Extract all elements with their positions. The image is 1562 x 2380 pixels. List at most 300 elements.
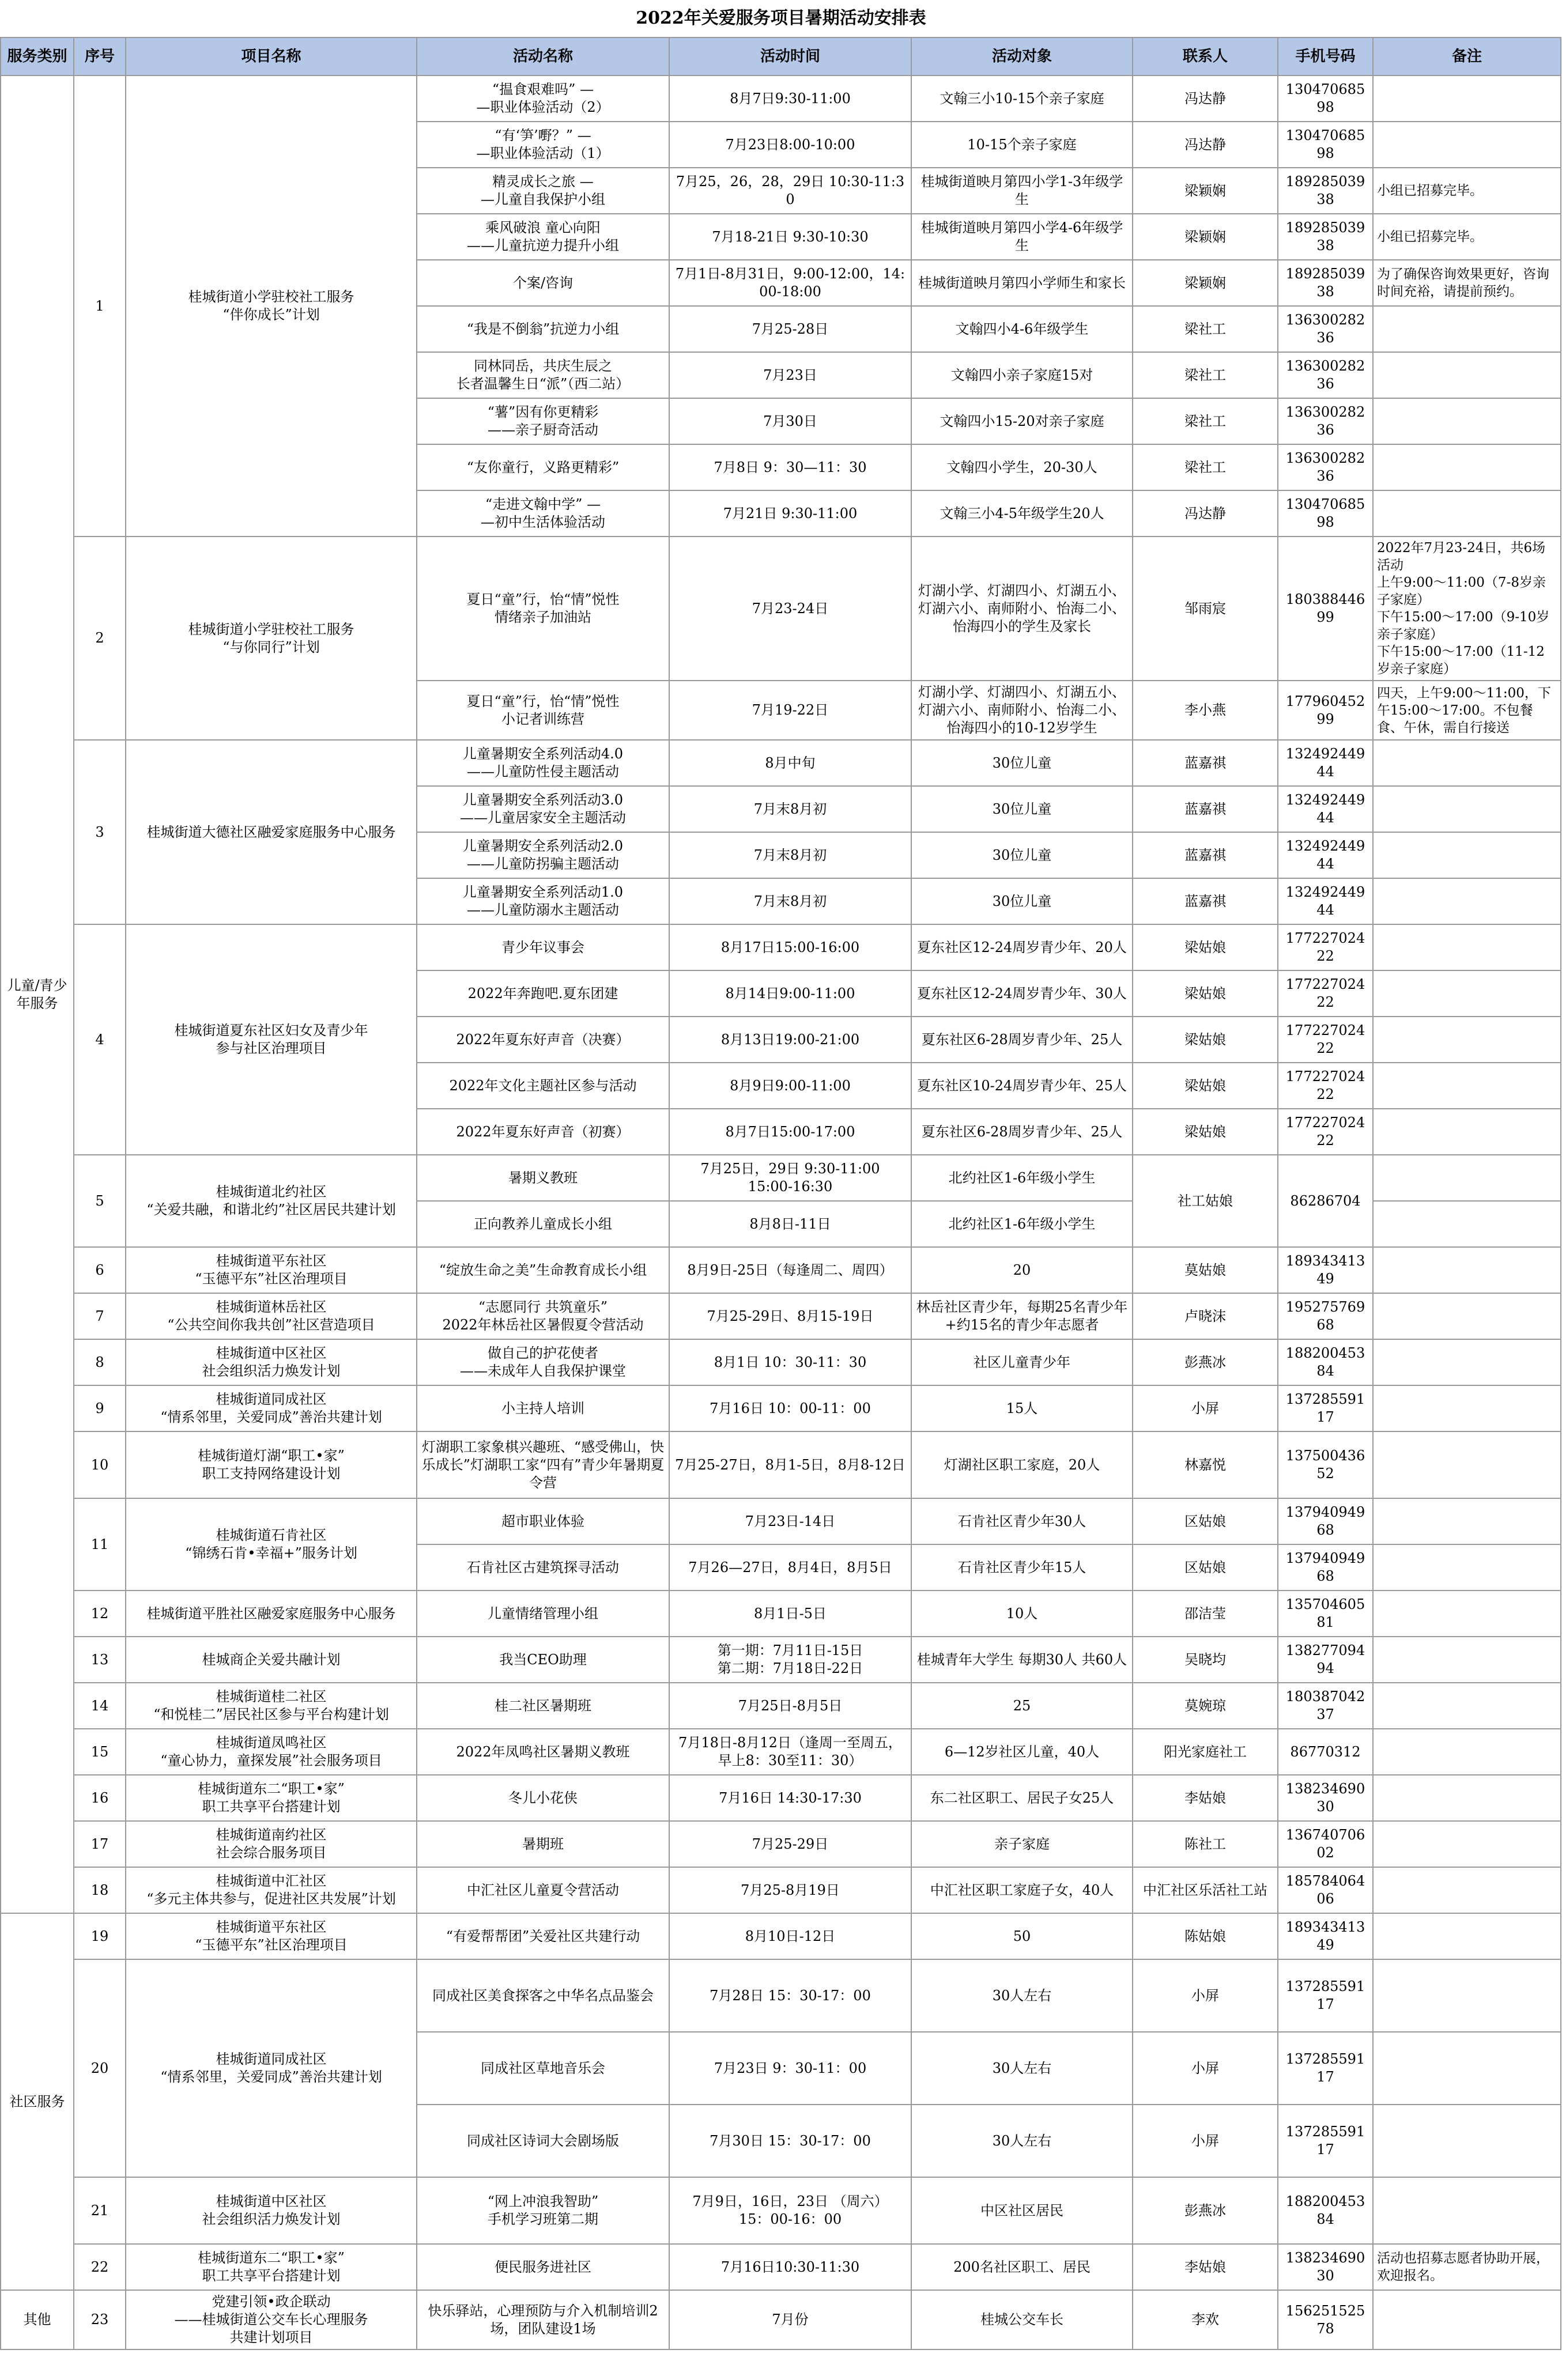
category-cell: 社区服务 [1,1913,74,2290]
activity-target: 文翰四小亲子家庭15对 [911,352,1133,398]
category-cell: 其他 [1,2290,74,2349]
phone-number: 17722702422 [1278,1017,1373,1063]
activity-name: “绽放生命之美”生命教育成长小组 [417,1247,669,1293]
activity-name: 儿童暑期安全系列活动2.0 ——儿童防拐骗主题活动 [417,832,669,878]
remark [1373,970,1561,1017]
contact-person: 林嘉悦 [1133,1431,1278,1498]
table-row [1,1637,1561,1683]
activity-time: 7月23日8:00-10:00 [669,122,911,168]
project-name: 桂城街道北约社区 “关爱共融，和谐北约”社区居民共建计划 [126,1155,417,1247]
activity-name: 暑期义教班 [417,1155,669,1201]
remark [1373,878,1561,924]
remark [1373,1821,1561,1867]
activity-name: 小主持人培训 [417,1385,669,1431]
activity-target: 文翰四小15-20对亲子家庭 [911,398,1133,444]
project-name: 桂城街道东二“职工•家” 职工共享平台搭建计划 [126,2244,417,2290]
activity-target: 石肯社区青少年15人 [911,1544,1133,1591]
table-row [1,1247,1561,1293]
activity-name: “揾食艰难吗” — —职业体验活动（2） [417,75,669,122]
activity-target: 亲子家庭 [911,1821,1133,1867]
contact-person: 冯达静 [1133,75,1278,122]
activity-name: 儿童暑期安全系列活动1.0 ——儿童防溺水主题活动 [417,878,669,924]
activity-name: “有爱帮帮团”关爱社区共建行动 [417,1913,669,1959]
project-name: 桂城商企关爱共融计划 [126,1637,417,1683]
activity-target: 30人左右 [911,1959,1133,2032]
col-header-activity: 活动名称 [417,37,669,75]
contact-person: 莫婉琼 [1133,1683,1278,1729]
activity-target: 灯湖社区职工家庭，20人 [911,1431,1133,1498]
activity-name: 做自己的护花使者 ——未成年人自我保护课堂 [417,1339,669,1385]
phone-number: 13827709494 [1278,1637,1373,1683]
phone-number: 13630028236 [1278,444,1373,490]
activity-name: 便民服务进社区 [417,2244,669,2290]
activity-name: 我当CEO助理 [417,1637,669,1683]
activity-target: 10-15个亲子家庭 [911,122,1133,168]
remark [1373,740,1561,786]
activity-name: 精灵成长之旅 — —儿童自我保护小组 [417,168,669,214]
phone-number: 13794094968 [1278,1544,1373,1591]
activity-target: 中区社区居民 [911,2177,1133,2244]
project-name: 桂城街道同成社区 “情系邻里，关爱同成”善治共建计划 [126,1385,417,1431]
activity-name: 快乐驿站，心理预防与介入机制培训2场，团队建设1场 [417,2290,669,2349]
activity-time: 7月1日-8月31日，9:00-12:00，14:00-18:00 [669,260,911,306]
activity-name: 2022年夏东好声音（决赛） [417,1017,669,1063]
remark [1373,1867,1561,1913]
project-name: 桂城街道中区社区 社会组织活力焕发计划 [126,2177,417,2244]
remark [1373,1775,1561,1821]
contact-person: 阳光家庭社工 [1133,1729,1278,1775]
activity-target: 30位儿童 [911,832,1133,878]
activity-time: 7月25-29日、8月15-19日 [669,1293,911,1339]
table-row [1,2290,1561,2349]
activity-time: 7月23日 9：30-11：00 [669,2032,911,2105]
table-row [1,75,1561,122]
remark [1373,490,1561,537]
activity-target: 30位儿童 [911,878,1133,924]
table-row [1,1959,1561,2032]
activity-target: 东二社区职工、居民子女25人 [911,1775,1133,1821]
phone-number: 13249244944 [1278,786,1373,832]
activity-name: 儿童暑期安全系列活动4.0 ——儿童防性侵主题活动 [417,740,669,786]
table-row [1,1729,1561,1775]
contact-person: 冯达静 [1133,122,1278,168]
table-row [1,1155,1561,1201]
remark: 四天，上午9:00～11:00，下午15:00～17:00。不包餐食、午休，需自行接送 [1373,681,1561,740]
activity-time: 8月17日15:00-16:00 [669,924,911,970]
activity-name: “网上冲浪我智助” 手机学习班第二期 [417,2177,669,2244]
table-row [1,1498,1561,1544]
project-name: 桂城街道林岳社区 “公共空间你我共创”社区营造项目 [126,1293,417,1339]
activity-time: 7月18-21日 9:30-10:30 [669,214,911,260]
phone-number: 13630028236 [1278,306,1373,352]
contact-person: 李姑娘 [1133,1775,1278,1821]
activity-target: 50 [911,1913,1133,1959]
col-header-contact: 联系人 [1133,37,1278,75]
project-number: 12 [74,1591,126,1637]
project-number: 6 [74,1247,126,1293]
col-header-phone: 手机号码 [1278,37,1373,75]
remark [1373,1201,1561,1247]
remark [1373,1683,1561,1729]
activity-name: 桂二社区暑期班 [417,1683,669,1729]
activity-target: 桂城街道映月第四小学1-3年级学生 [911,168,1133,214]
phone-number: 13249244944 [1278,878,1373,924]
activity-name: 同成社区诗词大会剧场版 [417,2105,669,2177]
table-row [1,1867,1561,1913]
phone-number: 13750043652 [1278,1431,1373,1498]
activity-name: 儿童暑期安全系列活动3.0 ——儿童居家安全主题活动 [417,786,669,832]
phone-number: 13047068598 [1278,75,1373,122]
phone-number: 17722702422 [1278,924,1373,970]
activity-time: 7月25-28日 [669,306,911,352]
activity-target: 夏东社区6-28周岁青少年、25人 [911,1017,1133,1063]
project-number: 7 [74,1293,126,1339]
table-row [1,1913,1561,1959]
project-number: 13 [74,1637,126,1683]
activity-name: 2022年文化主题社区参与活动 [417,1063,669,1109]
contact-person: 梁姑娘 [1133,970,1278,1017]
phone-number: 13794094968 [1278,1498,1373,1544]
phone-number: 18928503938 [1278,168,1373,214]
project-number: 3 [74,740,126,924]
page-title: 2022年关爱服务项目暑期活动安排表 [636,8,926,28]
remark [1373,1913,1561,1959]
contact-person: 梁颖娴 [1133,168,1278,214]
table-row [1,924,1561,970]
activity-time: 8月9日9:00-11:00 [669,1063,911,1109]
phone-number: 13570460581 [1278,1591,1373,1637]
table-row [1,1591,1561,1637]
contact-person: 区姑娘 [1133,1544,1278,1591]
project-number: 8 [74,1339,126,1385]
contact-person: 蓝嘉祺 [1133,740,1278,786]
phone-number: 13047068598 [1278,122,1373,168]
remark [1373,786,1561,832]
activity-target: 文翰三小10-15个亲子家庭 [911,75,1133,122]
activity-target: 30位儿童 [911,786,1133,832]
activity-name: 2022年凤鸣社区暑期义教班 [417,1729,669,1775]
activity-target: 文翰四小学生，20-30人 [911,444,1133,490]
activity-time: 7月16日 10：00-11：00 [669,1385,911,1431]
contact-person: 卢晓沫 [1133,1293,1278,1339]
activity-name: 超市职业体验 [417,1498,669,1544]
col-header-time: 活动时间 [669,37,911,75]
activity-target: 夏东社区6-28周岁青少年、25人 [911,1109,1133,1155]
table-row [1,1339,1561,1385]
activity-time: 第一期：7月11日-15日 第二期：7月18日-22日 [669,1637,911,1683]
contact-person: 蓝嘉祺 [1133,786,1278,832]
phone-number: 18820045384 [1278,1339,1373,1385]
activity-target: 桂城青年大学生 每期30人 共60人 [911,1637,1133,1683]
contact-person: 彭燕冰 [1133,2177,1278,2244]
activity-time: 8月14日9:00-11:00 [669,970,911,1017]
contact-person: 李小燕 [1133,681,1278,740]
activity-target: 林岳社区青少年，每期25名青少年+约15名的青少年志愿者 [911,1293,1133,1339]
table-row [1,1431,1561,1498]
activity-name: 乘风破浪 童心向阳 ——儿童抗逆力提升小组 [417,214,669,260]
project-name: 桂城街道大德社区融爱家庭服务中心服务 [126,740,417,924]
contact-person: 小屏 [1133,2032,1278,2105]
project-number: 11 [74,1498,126,1591]
remark [1373,1729,1561,1775]
project-number: 15 [74,1729,126,1775]
contact-person: 蓝嘉祺 [1133,832,1278,878]
phone-number: 15625152578 [1278,2290,1373,2349]
remark [1373,352,1561,398]
phone-number: 13728559117 [1278,2032,1373,2105]
activity-target: 灯湖小学、灯湖四小、灯湖五小、灯湖六小、南师附小、怡海二小、怡海四小的10-12岁学生 [911,681,1133,740]
project-name: 桂城街道中汇社区 “多元主体共参与，促进社区共发展”计划 [126,1867,417,1913]
phone-number: 17722702422 [1278,970,1373,1017]
activity-time: 8月8日-11日 [669,1201,911,1247]
project-number: 4 [74,924,126,1155]
activity-name: 同成社区美食探客之中华名点品鉴会 [417,1959,669,2032]
project-number: 22 [74,2244,126,2290]
contact-person: 梁姑娘 [1133,1063,1278,1109]
project-name: 桂城街道小学驻校社工服务 “与你同行”计划 [126,537,417,740]
activity-name: 同成社区草地音乐会 [417,2032,669,2105]
phone-number: 18820045384 [1278,2177,1373,2244]
contact-person: 李欢 [1133,2290,1278,2349]
remark [1373,1017,1561,1063]
activity-target: 灯湖小学、灯湖四小、灯湖五小、灯湖六小、南师附小、怡海二小、怡海四小的学生及家长 [911,537,1133,681]
activity-target: 桂城街道映月第四小学师生和家长 [911,260,1133,306]
table-row [1,1385,1561,1431]
activity-name: 夏日“童”行，怡“情”悦性 小记者训练营 [417,681,669,740]
remark [1373,832,1561,878]
activity-name: 冬儿小花侠 [417,1775,669,1821]
activity-name: 个案/咨询 [417,260,669,306]
contact-person: 蓝嘉祺 [1133,878,1278,924]
activity-target: 25 [911,1683,1133,1729]
activity-target: 200名社区职工、居民 [911,2244,1133,2290]
activity-name: 2022年夏东好声音（初赛） [417,1109,669,1155]
activity-time: 8月7日9:30-11:00 [669,75,911,122]
activity-time: 7月16日10:30-11:30 [669,2244,911,2290]
contact-person: 社工姑娘 [1133,1155,1278,1247]
activity-target: 20 [911,1247,1133,1293]
project-name: 党建引领•政企联动 ——桂城街道公交车长心理服务 共建计划项目 [126,2290,417,2349]
remark [1373,2290,1561,2349]
activity-time: 7月26—27日，8月4日，8月5日 [669,1544,911,1591]
activity-time: 7月25日，29日 9:30-11:00 15:00-16:30 [669,1155,911,1201]
activity-time: 7月16日 14:30-17:30 [669,1775,911,1821]
activity-name: 暑期班 [417,1821,669,1867]
activity-target: 中汇社区职工家庭子女，40人 [911,1867,1133,1913]
phone-number: 13047068598 [1278,490,1373,537]
remark: 2022年7月23-24日，共6场活动 上午9:00～11:00（7-8岁亲子家庭） 下午15:00～17:00（9-10岁亲子家庭） 下午15:00～17:00（11-12岁亲子家庭） [1373,537,1561,681]
project-number: 2 [74,537,126,740]
activity-time: 7月9日，16日，23日 （周六） 15：00-16：00 [669,2177,911,2244]
activity-time: 8月9日-25日（每逢周二、周四） [669,1247,911,1293]
project-number: 17 [74,1821,126,1867]
phone-number: 13823469030 [1278,1775,1373,1821]
activity-target: 6—12岁社区儿童，40人 [911,1729,1133,1775]
project-name: 桂城街道灯湖“职工•家” 职工支持网络建设计划 [126,1431,417,1498]
activity-target: 夏东社区12-24周岁青少年、30人 [911,970,1133,1017]
remark [1373,2105,1561,2177]
activity-target: 桂城公交车长 [911,2290,1133,2349]
activity-target: 文翰三小4-5年级学生20人 [911,490,1133,537]
activity-time: 8月7日15:00-17:00 [669,1109,911,1155]
project-number: 9 [74,1385,126,1431]
contact-person: 梁社工 [1133,352,1278,398]
remark [1373,924,1561,970]
activity-name: 灯湖职工家象棋兴趣班、“感受佛山，快乐成长”灯湖职工家“四有”青少年暑期夏令营 [417,1431,669,1498]
project-name: 桂城街道凤鸣社区 “童心协力，童探发展”社会服务项目 [126,1729,417,1775]
activity-time: 8月1日 10：30-11：30 [669,1339,911,1385]
contact-person: 区姑娘 [1133,1498,1278,1544]
activity-target: 北约社区1-6年级小学生 [911,1201,1133,1247]
remark [1373,398,1561,444]
contact-person: 梁姑娘 [1133,1109,1278,1155]
table-row [1,1775,1561,1821]
contact-person: 陈社工 [1133,1821,1278,1867]
activity-time: 7月末8月初 [669,878,911,924]
remark [1373,1385,1561,1431]
remark [1373,444,1561,490]
table-row [1,1821,1561,1867]
phone-number: 13630028236 [1278,352,1373,398]
project-name: 桂城街道小学驻校社工服务 “伴你成长”计划 [126,75,417,537]
activity-target: 30人左右 [911,2032,1133,2105]
activity-name: 夏日“童”行，怡“情”悦性 情绪亲子加油站 [417,537,669,681]
contact-person: 梁颖娴 [1133,214,1278,260]
activity-name: 儿童情绪管理小组 [417,1591,669,1637]
contact-person: 梁社工 [1133,398,1278,444]
contact-person: 梁姑娘 [1133,1017,1278,1063]
activity-target: 15人 [911,1385,1133,1431]
contact-person: 莫姑娘 [1133,1247,1278,1293]
phone-number: 13249244944 [1278,740,1373,786]
activity-time: 7月25，26，28，29日 10:30-11:30 [669,168,911,214]
category-cell: 儿童/青少年服务 [1,75,74,1913]
activity-time: 8月10日-12日 [669,1913,911,1959]
phone-number: 17796045299 [1278,681,1373,740]
remark: 为了确保咨询效果更好，咨询时间充裕，请提前预约。 [1373,260,1561,306]
activity-target: 夏东社区12-24周岁青少年、20人 [911,924,1133,970]
activity-target: 桂城街道映月第四小学4-6年级学生 [911,214,1133,260]
header-row [1,37,1561,75]
activity-time: 7月末8月初 [669,832,911,878]
phone-number: 19527576968 [1278,1293,1373,1339]
col-header-category: 服务类别 [1,37,74,75]
remark [1373,122,1561,168]
activity-time: 8月1日-5日 [669,1591,911,1637]
activity-time: 8月中旬 [669,740,911,786]
activity-name: “薯”因有你更精彩 ——亲子厨奇活动 [417,398,669,444]
contact-person: 梁姑娘 [1133,924,1278,970]
project-name: 桂城街道同成社区 “情系邻里，关爱同成”善治共建计划 [126,1959,417,2177]
remark: 小组已招募完毕。 [1373,214,1561,260]
remark [1373,1959,1561,2032]
table-row [1,1683,1561,1729]
remark [1373,1591,1561,1637]
phone-number: 86286704 [1278,1155,1373,1247]
phone-number: 18934341349 [1278,1913,1373,1959]
activity-time: 7月23日-14日 [669,1498,911,1544]
activity-target: 北约社区1-6年级小学生 [911,1155,1133,1201]
contact-person: 邹雨宸 [1133,537,1278,681]
activity-time: 7月30日 [669,398,911,444]
remark [1373,1544,1561,1591]
project-number: 14 [74,1683,126,1729]
activity-name: “走进文翰中学” — —初中生活体验活动 [417,490,669,537]
col-header-no: 序号 [74,37,126,75]
remark: 小组已招募完毕。 [1373,168,1561,214]
activity-time: 7月25-29日 [669,1821,911,1867]
project-number: 23 [74,2290,126,2349]
activity-name: “有‘笋’嘢？” — —职业体验活动（1） [417,122,669,168]
phone-number: 17722702422 [1278,1109,1373,1155]
remark [1373,306,1561,352]
activity-time: 7月25日-8月5日 [669,1683,911,1729]
contact-person: 梁社工 [1133,306,1278,352]
project-name: 桂城街道中区社区 社会组织活力焕发计划 [126,1339,417,1385]
activity-name: “我是不倒翁”抗逆力小组 [417,306,669,352]
phone-number: 13674070602 [1278,1821,1373,1867]
contact-person: 彭燕冰 [1133,1339,1278,1385]
remark [1373,1109,1561,1155]
remark [1373,2177,1561,2244]
project-name: 桂城街道石肯社区 “锦绣石肯•幸福+”服务计划 [126,1498,417,1591]
phone-number: 18038844699 [1278,537,1373,681]
activity-name: 青少年议事会 [417,924,669,970]
activity-target: 10人 [911,1591,1133,1637]
remark [1373,1431,1561,1498]
remark [1373,1293,1561,1339]
contact-person: 小屏 [1133,1385,1278,1431]
table-row [1,537,1561,681]
project-number: 19 [74,1913,126,1959]
contact-person: 吴晓均 [1133,1637,1278,1683]
activity-time: 7月21日 9:30-11:00 [669,490,911,537]
project-number: 5 [74,1155,126,1247]
remark [1373,1637,1561,1683]
phone-number: 13728559117 [1278,1385,1373,1431]
activity-name: 中汇社区儿童夏令营活动 [417,1867,669,1913]
project-name: 桂城街道平胜社区融爱家庭服务中心服务 [126,1591,417,1637]
activity-target: 夏东社区10-24周岁青少年、25人 [911,1063,1133,1109]
activity-name: “志愿同行 共筑童乐” 2022年林岳社区暑假夏令营活动 [417,1293,669,1339]
contact-person: 中汇社区乐活社工站 [1133,1867,1278,1913]
phone-number: 18934341349 [1278,1247,1373,1293]
remark [1373,1063,1561,1109]
phone-number: 18038704237 [1278,1683,1373,1729]
activity-target: 石肯社区青少年30人 [911,1498,1133,1544]
activity-name: 石肯社区古建筑探寻活动 [417,1544,669,1591]
project-number: 10 [74,1431,126,1498]
project-number: 20 [74,1959,126,2177]
table-row [1,1293,1561,1339]
contact-person: 冯达静 [1133,490,1278,537]
activity-time: 7月18日-8月12日（逢周一至周五，早上8：30至11：30） [669,1729,911,1775]
col-header-project: 项目名称 [126,37,417,75]
activity-name: 正向教养儿童成长小组 [417,1201,669,1247]
remark [1373,1247,1561,1293]
activity-target: 社区儿童青少年 [911,1339,1133,1385]
remark [1373,1498,1561,1544]
activity-target: 文翰四小4-6年级学生 [911,306,1133,352]
project-name: 桂城街道平东社区 “玉德平东”社区治理项目 [126,1913,417,1959]
activity-time: 7月8日 9：30—11：30 [669,444,911,490]
phone-number: 86770312 [1278,1729,1373,1775]
phone-number: 13249244944 [1278,832,1373,878]
remark [1373,2032,1561,2105]
activity-target: 30位儿童 [911,740,1133,786]
activity-time: 8月13日19:00-21:00 [669,1017,911,1063]
phone-number: 18928503938 [1278,260,1373,306]
